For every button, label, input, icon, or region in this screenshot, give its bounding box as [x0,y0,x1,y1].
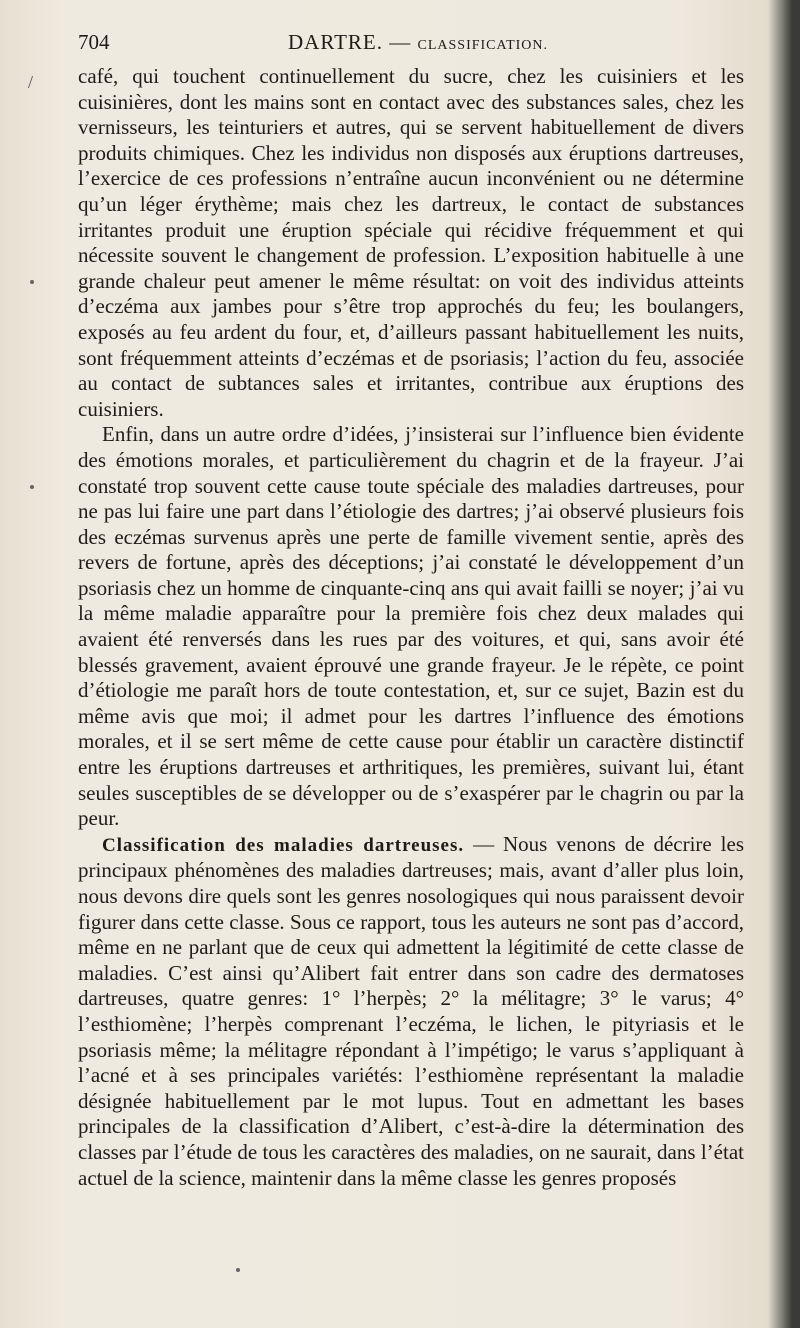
margin-dot [30,485,34,489]
margin-pencil-mark: / [28,72,34,92]
section-title: Classification des maladies dartreuses. [102,834,465,856]
margin-dot [30,280,34,284]
section-paragraph [78,832,744,1191]
paragraph: Enfin, dans un autre ordre d’idées, j’insisterai sur l’influence bien évidente des émotions morales, et particulièrement du chagrin et de la frayeur. J’ai constaté trop souvent cette cause toute spéciale des maladies dartreuses, pour ne pas lui faire une part dans l’étiologie des dartres; j’ai observé plusieurs fois des eczémas survenus après une perte de famille vivement sentie, après des revers de fortune, après des déceptions; j’ai constaté le développement d’un psoriasis chez un homme de cinquante-cinq ans qui avait failli se noyer; j’ai vu la même maladie apparaître pour la première fois chez deux malades qui avaient été renversés dans les rues par des voitures, et qui, sans avoir été blessés gravement, avaient éprouvé une grande frayeur. Je le répète, ce point d’étiologie me paraît hors de toute contestation, et, sur ce sujet, Bazin est du même avis que moi; il admet pour les dartres l’influence des émotions morales, et il se sert même de cette cause pour établir un caractère distinctif entre les éruptions dartreuses et arthritiques, les premières, suivant lui, étant seules susceptibles de se développer ou de s’exaspérer par le chagrin ou par la peur. [78,422,744,831]
paragraph: café, qui touchent continuellement du sucre, chez les cuisiniers et les cuisinières, dont les mains sont en contact avec des substances sales, chez les vernisseurs, les teinturiers et autres, qui se servent habituellement de divers produits chimiques. Chez les individus non disposés aux éruptions dartreuses, l’exercice de ces professions n’entraîne aucun inconvénient ou ne détermine qu’un léger érythème; mais chez les dartreux, le contact de substances irritantes produit une éruption spéciale qui récidive fréquemment et qui nécessite souvent le changement de profession. L’exposition habituelle à une grande chaleur peut amener le même résultat: on voit des individus atteints d’eczéma aux jambes pour s’être trop approchés du feu; les boulangers, exposés au feu ardent du four, et, d’ailleurs passant habituellement les nuits, sont fréquemment atteints d’eczémas et de psoriasis; l’action du feu, associée au contact de subtances sales et irritantes, contribue aux éruptions des cuisiniers. [78,64,744,421]
page-number: 704 [78,30,110,54]
main-text [78,64,744,1191]
paragraph-text: Nous venons de décrire les principaux phénomènes des maladies dartreuses; mais, avant d’aller plus loin, nous devons dire quels sont les genres nosologiques qui nous paraissent devoir figurer dans cette classe. Sous ce rapport, tous les auteurs ne sont pas d’accord, même en ne parlant que de ceux qui admettent la légitimité de cette classe de maladies. C’est ainsi qu’Alibert fait entrer dans son cadre des dermatoses dartreuses, quatre genres: 1° l’herpès; 2° la mélitagre; 3° le varus; 4° l’esthiomène; l’herpès comprenant l’eczéma, le lichen, le pityriasis et le psoriasis même; la mélitagre répondant à l’impétigo; le varus s’appliquant à l’acné et à ses principales variétés: l’esthiomène représentant la maladie désignée habituellement par le mot lupus. Tout en admettant les bases principales de la classification d’Alibert, c’est-à-dire la détermination des classes par l’étude de tous les caractères des maladies, on ne saurait, dans l’état actuel de la science, maintenir dans la même classe les genres proposés [78,831,745,1190]
running-subtitle: CLASSIFICATION. [417,38,549,53]
page-header [78,30,746,62]
page-speck [236,1268,240,1272]
running-title: DARTRE. [288,30,383,54]
header-separator: — [389,30,412,54]
running-head [288,30,548,55]
section-dash: — [464,831,504,856]
